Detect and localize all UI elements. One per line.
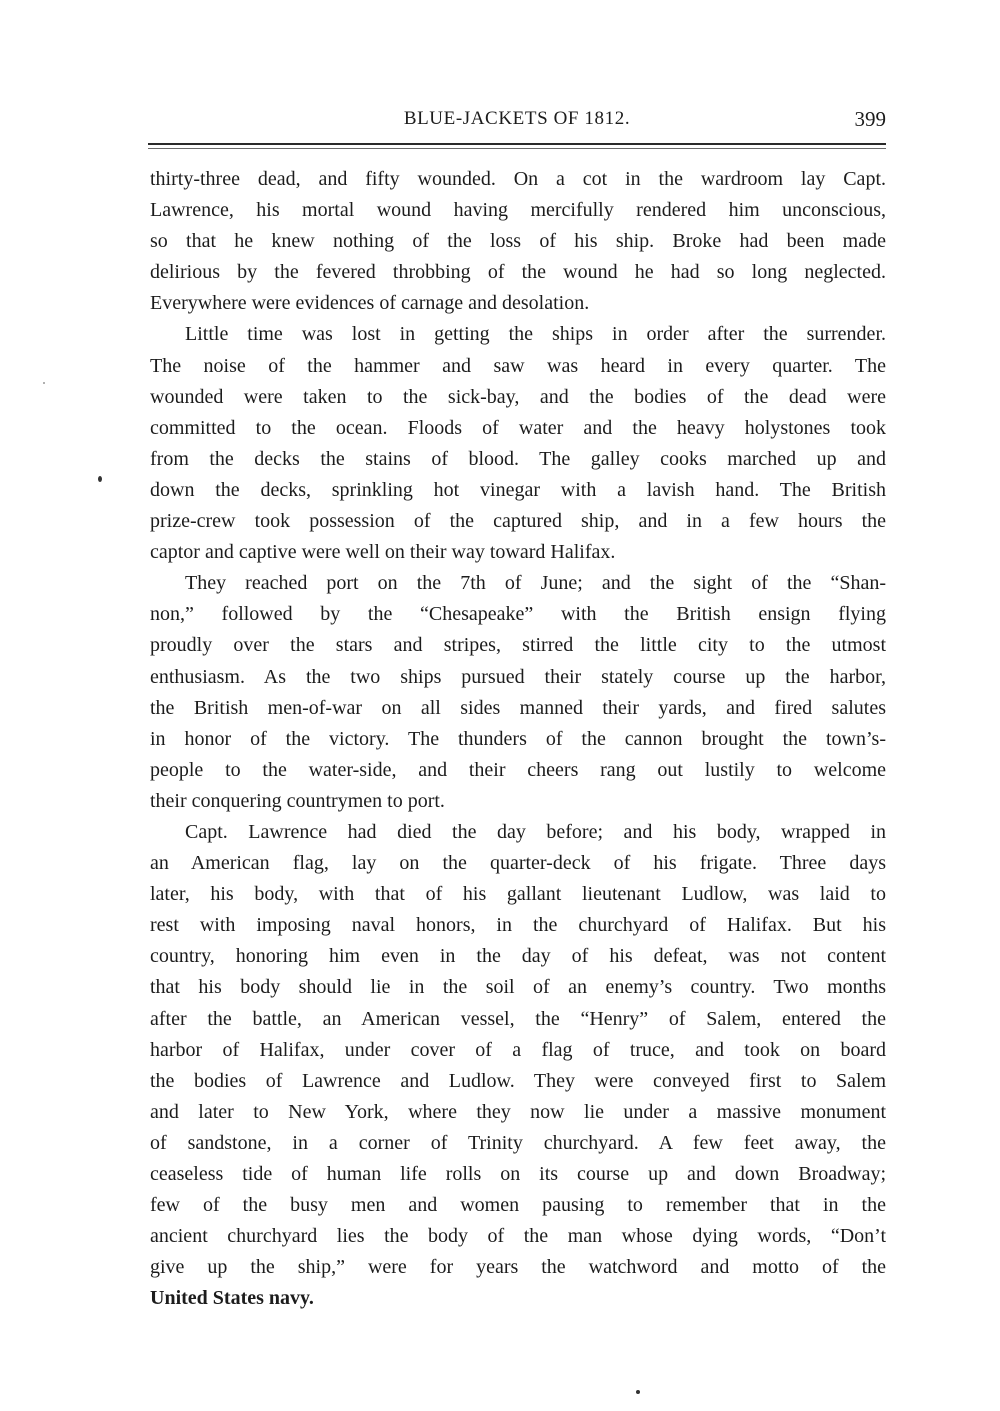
text-line: enthusiasm. As the two ships pursued their stately course up the harbor, <box>150 665 886 688</box>
scan-speck <box>43 382 45 384</box>
paragraph-2 <box>150 319 886 568</box>
text-line: and later to New York, where they now lie under a massive monument <box>150 1100 886 1123</box>
text-line: Everywhere were evidences of carnage and desolation. <box>150 292 590 315</box>
body-text <box>150 164 886 1314</box>
text-line: from the decks the stains of blood. The galley cooks marched up and <box>150 447 886 470</box>
text-line: the bodies of Lawrence and Ludlow. They were conveyed first to Salem <box>150 1069 886 1092</box>
scan-speck <box>98 476 102 482</box>
text-line: non,” followed by the “Chesapeake” with the British ensign flying <box>150 603 886 626</box>
text-line: people to the water-side, and their cheers rang out lustily to welcome <box>150 758 886 781</box>
text-line: so that he knew nothing of the loss of his ship. Broke had been made <box>150 230 886 253</box>
text-line: down the decks, sprinkling hot vinegar with a lavish hand. The British <box>150 478 886 501</box>
text-line: Lawrence, his mortal wound having mercifully rendered him unconscious, <box>150 199 886 222</box>
text-line: committed to the ocean. Floods of water and the heavy holystones took <box>150 416 886 439</box>
text-line: delirious by the fevered throbbing of the wound he had so long neglected. <box>150 261 886 284</box>
page-number: 399 <box>854 107 886 131</box>
text-line: ancient churchyard lies the body of the man whose dying words, “Don’t <box>150 1225 886 1248</box>
text-line: thirty-three dead, and fifty wounded. On a cot in the wardroom lay Capt. <box>150 168 886 190</box>
text-line: The noise of the hammer and saw was heard in every quarter. The <box>150 354 886 377</box>
text-line: prize-crew took possession of the captured ship, and in a few hours the <box>150 510 886 533</box>
paragraph-3 <box>150 568 886 817</box>
text-line: in honor of the victory. The thunders of the cannon brought the town’s- <box>150 727 886 750</box>
running-title: BLUE-JACKETS OF 1812. <box>403 108 631 129</box>
text-line: of sandstone, in a corner of Trinity churchyard. A few feet away, the <box>150 1131 886 1154</box>
text-line: an American flag, lay on the quarter-deck of his frigate. Three days <box>150 852 886 875</box>
paragraph-1 <box>150 164 886 319</box>
text-line: Little time was lost in getting the ships in order after the surrender. <box>185 323 886 346</box>
text-line: proudly over the stars and stripes, stirred the little city to the utmost <box>150 634 886 657</box>
text-line: They reached port on the 7th of June; and the sight of the “Shan- <box>185 572 886 595</box>
text-line: give up the ship,” were for years the watchword and motto of the <box>150 1256 886 1279</box>
text-line: rest with imposing naval honors, in the churchyard of Halifax. But his <box>150 914 886 937</box>
text-line: the British men-of-war on all sides manned their yards, and fired salutes <box>150 696 886 719</box>
text-line: ceaseless tide of human life rolls on its course up and down Broadway; <box>150 1163 886 1185</box>
header-rule-thin <box>148 148 886 149</box>
text-line: few of the busy men and women pausing to remember that in the <box>150 1194 886 1217</box>
text-line: after the battle, an American vessel, the “Henry” of Salem, entered the <box>150 1007 886 1030</box>
text-line: harbor of Halifax, under cover of a flag of truce, and took on board <box>150 1038 886 1061</box>
text-line: captor and captive were well on their way toward Halifax. <box>150 541 616 564</box>
text-line: later, his body, with that of his gallant lieutenant Ludlow, was laid to <box>150 883 886 906</box>
running-head <box>148 104 886 134</box>
text-line: United States navy. <box>150 1287 314 1310</box>
text-line: that his body should lie in the soil of an enemy’s country. Two months <box>150 976 886 999</box>
text-line: wounded were taken to the sick-bay, and the bodies of the dead were <box>150 385 886 408</box>
scan-speck <box>636 1390 640 1394</box>
text-line: their conquering countrymen to port. <box>150 789 445 812</box>
paragraph-4 <box>150 817 886 1315</box>
text-line: Capt. Lawrence had died the day before; and his body, wrapped in <box>185 820 886 843</box>
header-rule <box>148 143 886 145</box>
text-line: country, honoring him even in the day of his defeat, was not content <box>150 945 886 968</box>
